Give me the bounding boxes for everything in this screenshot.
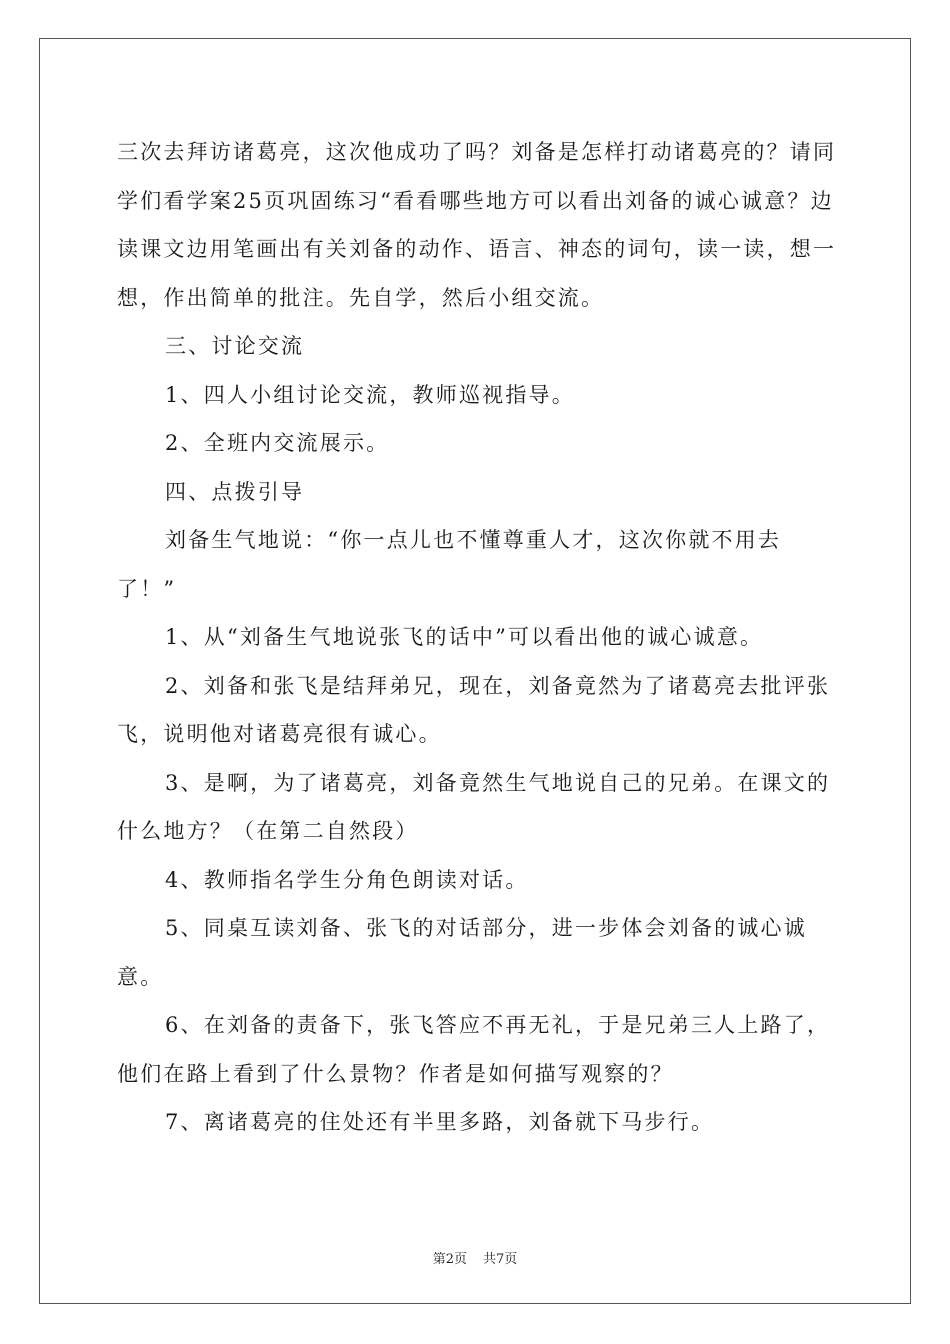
section-heading: 四、点拨引导	[165, 479, 305, 504]
section-heading: 三、讨论交流	[165, 334, 305, 358]
page-total: 共7页	[483, 1252, 518, 1267]
paragraph: 5、同桌互读刘备、张飞的对话部分，进一步体会刘备的诚心诚意。	[117, 916, 807, 989]
paragraph: 三次去拜访诸葛亮，这次他成功了吗？刘备是怎样打动诸葛亮的？请同学们看学案25页巩固练习“看看哪些地方可以看出刘备的诚心诚意？边读课文边用笔画出有关刘备的动作、语言、神态的词句，读一读，想一想，作出简单的批注。先自学，然后小组交流。	[117, 140, 837, 310]
paragraph: 刘备生气地说：“你一点儿也不懂尊重人才，这次你就不用去了！”	[117, 528, 782, 601]
paragraph: 4、教师指名学生分角色朗读对话。	[165, 867, 529, 892]
paragraph: 1、从“刘备生气地说张飞的话中”可以看出他的诚心诚意。	[165, 625, 764, 649]
page-footer	[0, 1248, 950, 1267]
paragraph: 2、刘备和张飞是结拜弟兄，现在，刘备竟然为了诸葛亮去批评张飞，说明他对诸葛亮很有诚心。	[117, 673, 831, 746]
paragraph: 6、在刘备的责备下，张飞答应不再无礼，于是兄弟三人上路了，他们在路上看到了什么景物？作者是如何描写观察的？	[117, 1013, 831, 1086]
paragraph: 2、全班内交流展示。	[165, 431, 390, 455]
paragraph: 3、是啊，为了诸葛亮，刘备竟然生气地说自己的兄弟。在课文的什么地方？（在第二自然段）	[117, 770, 831, 843]
page-number: 第2页	[432, 1252, 467, 1267]
document-body	[117, 128, 837, 1147]
paragraph: 7、离诸葛亮的住处还有半里多路，刘备就下马步行。	[165, 1110, 715, 1134]
paragraph: 1、四人小组讨论交流，教师巡视指导。	[165, 382, 575, 407]
